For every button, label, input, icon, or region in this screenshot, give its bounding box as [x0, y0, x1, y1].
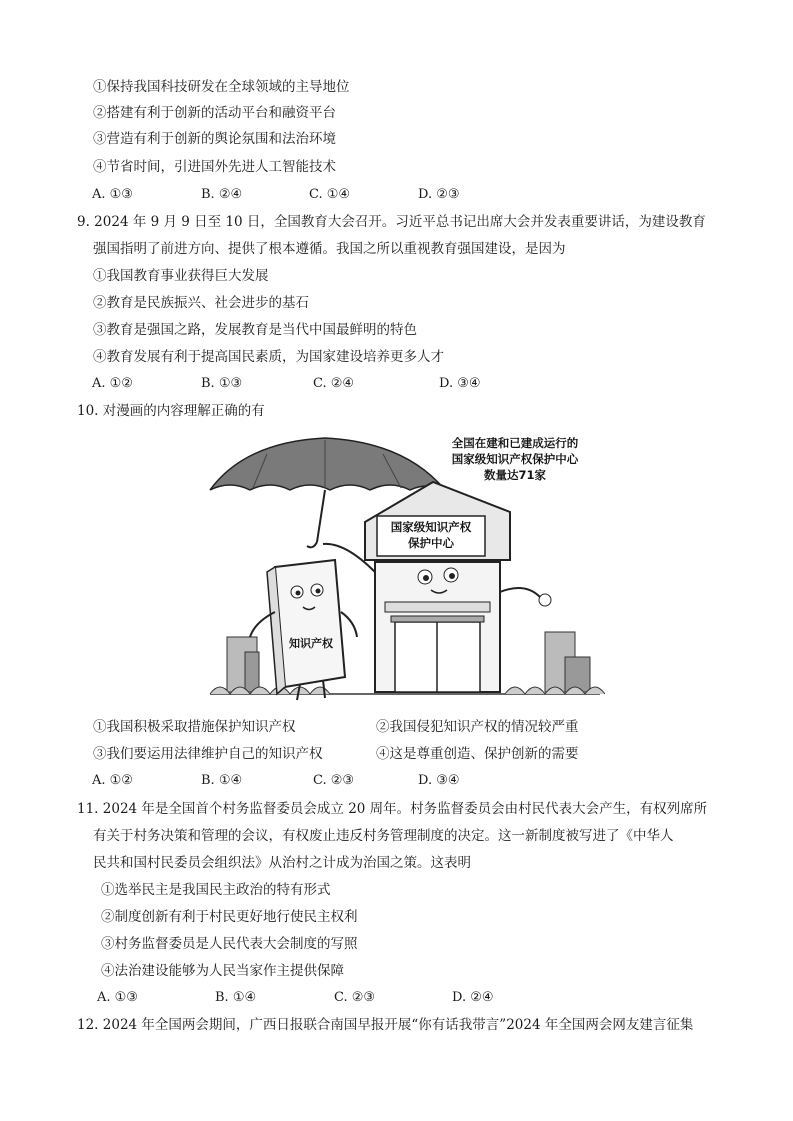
q8-option-c: C. ①④: [309, 187, 351, 202]
q11-statement-3: ③村务监督委员是人民代表大会制度的写照: [101, 936, 358, 952]
q11-option-d: D. ②④: [452, 990, 494, 1005]
building-sign-line-1: 国家级知识产权: [390, 520, 472, 534]
book-character: [275, 560, 345, 687]
q11-statement-1: ①选举民主是我国民主政治的特有形式: [101, 882, 331, 898]
q9-option-d: D. ③④: [439, 376, 481, 391]
q9-statement-4: ④教育发展有利于提高国民素质，为国家建设培养更多人才: [93, 349, 444, 365]
q9-statement-3: ③教育是强国之路，发展教育是当代中国最鲜明的特色: [93, 322, 417, 338]
q11-option-a: A. ①③: [97, 990, 138, 1005]
q8-option-b: B. ②④: [201, 187, 243, 202]
q8-option-d: D. ②③: [418, 187, 460, 202]
book-label: 知识产权: [289, 637, 333, 650]
q8-statement-4: ④节省时间，引进国外先进人工智能技术: [93, 159, 336, 175]
q11-stem-line-3: 民共和国村民委员会组织法》从治村之计成为治国之策。这表明: [93, 855, 471, 871]
cartoon-top-caption-line-3: 数量达71家: [483, 468, 546, 482]
q11-statement-2: ②制度创新有利于村民更好地行使民主权利: [101, 909, 358, 925]
cartoon-illustration: [205, 432, 605, 712]
q9-option-a: A. ①②: [92, 376, 133, 391]
q11-statement-4: ④法治建设能够为人民当家作主提供保障: [101, 963, 344, 979]
q8-statement-1: ①保持我国科技研发在全球领域的主导地位: [93, 79, 350, 95]
q10-statement-4: ④这是尊重创造、保护创新的需要: [376, 746, 579, 762]
q9-option-c: C. ②④: [313, 376, 355, 391]
q8-statement-3: ③营造有利于创新的舆论氛围和法治环境: [93, 131, 336, 147]
q11-stem-line-2: 有关于村务决策和管理的会议，有权废止违反村务管理制度的决定。这一新制度被写进了《中华人: [93, 828, 674, 844]
q10-statement-2: ②我国侵犯知识产权的情况较严重: [376, 719, 579, 735]
q9-statement-1: ①我国教育事业获得巨大发展: [93, 268, 269, 284]
q10-statement-1: ①我国积极采取措施保护知识产权: [93, 719, 296, 735]
q9-stem-line-2: 强国指明了前进方向、提供了根本遵循。我国之所以重视教育强国建设，是因为: [93, 241, 566, 257]
cartoon-top-caption-line-2: 国家级知识产权保护中心: [451, 452, 579, 466]
q8-option-a: A. ①③: [92, 187, 133, 202]
q9-stem-line-1: 9. 2024 年 9 月 9 日至 10 日，全国教育大会召开。习近平总书记出席大会并发表重要讲话，为建设教育: [77, 214, 706, 230]
q8-statement-2: ②搭建有利于创新的活动平台和融资平台: [93, 105, 336, 121]
umbrella-shaft: [307, 490, 325, 547]
q11-stem-line-1: 11. 2024 年是全国首个村务监督委员会成立 20 周年。村务监督委员会由村民代表大会产生，有权列席所: [77, 801, 708, 817]
q11-option-b: B. ①④: [215, 990, 257, 1005]
q10-option-a: A. ①②: [92, 773, 133, 788]
building-sign-line-2: 保护中心: [408, 536, 454, 550]
cartoon-top-caption-line-1: 全国在建和已建成运行的: [451, 436, 579, 450]
q11-option-c: C. ②③: [334, 990, 376, 1005]
q10-stem: 10. 对漫画的内容理解正确的有: [77, 403, 265, 419]
q9-option-b: B. ①③: [201, 376, 243, 391]
q9-statement-2: ②教育是民族振兴、社会进步的基石: [93, 295, 309, 311]
q10-option-d: D. ③④: [418, 773, 460, 788]
q10-statement-3: ③我们要运用法律维护自己的知识产权: [93, 746, 323, 762]
q12-stem-line-1: 12. 2024 年全国两会期间，广西日报联合南国早报开展“你有话我带言”2024 年全国两会网友建言征集: [77, 1017, 694, 1033]
umbrella-canopy: [210, 438, 445, 490]
q10-option-b: B. ①④: [201, 773, 243, 788]
q10-option-c: C. ②③: [313, 773, 355, 788]
